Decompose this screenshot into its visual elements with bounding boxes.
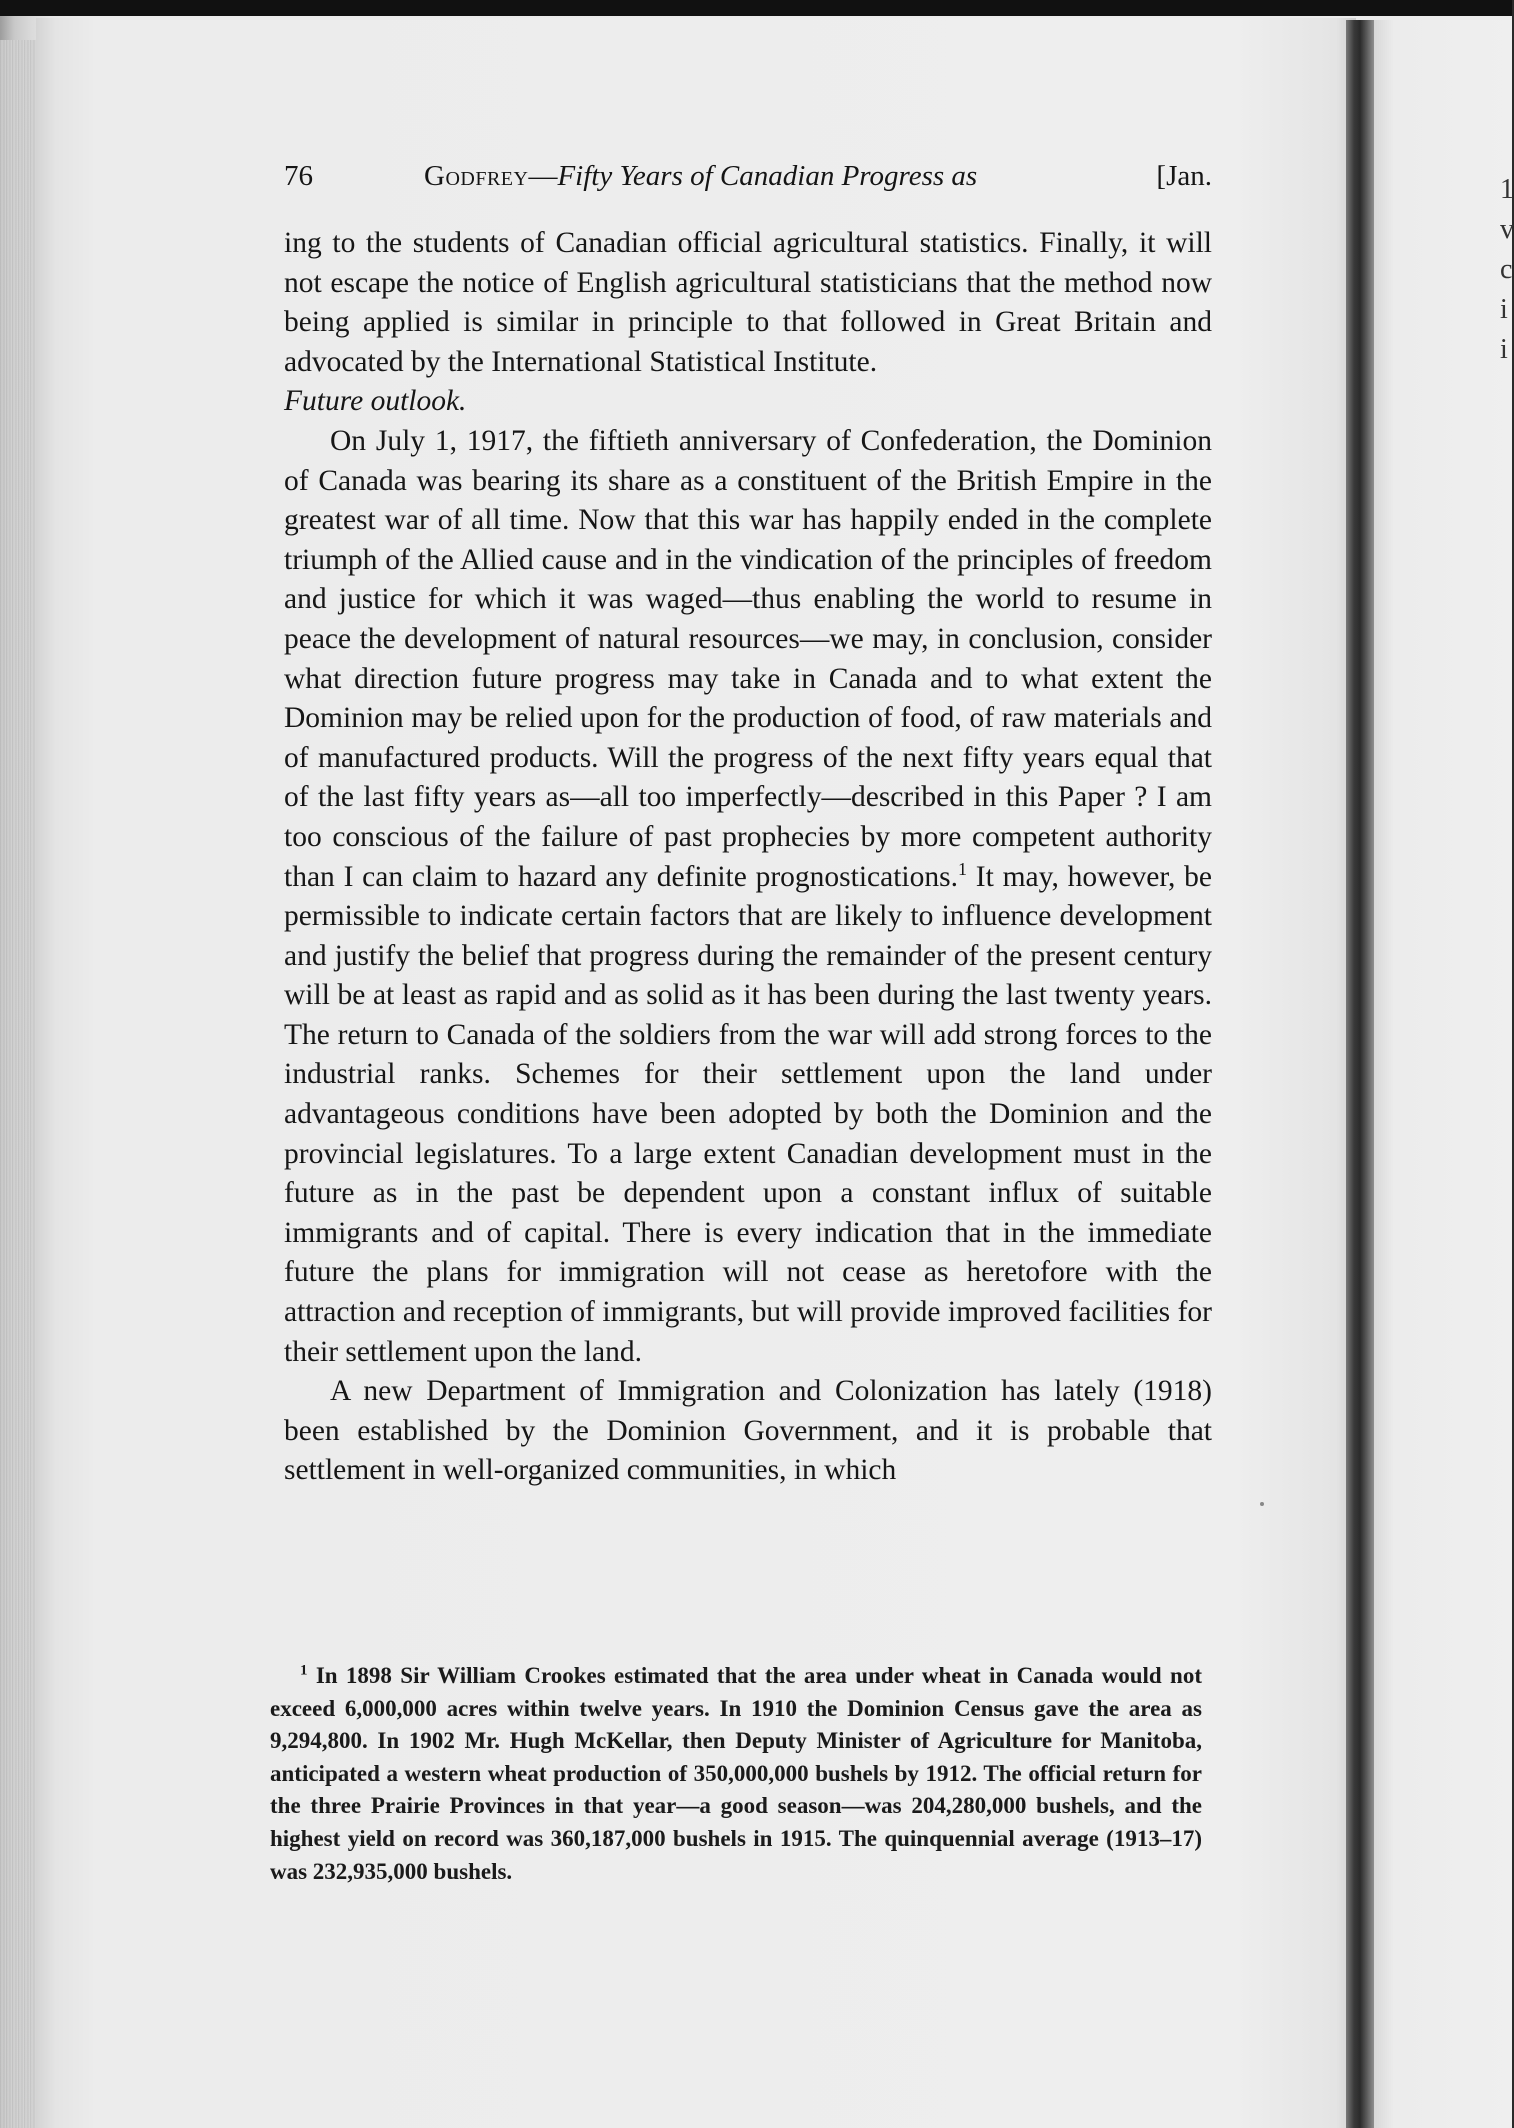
facing-fragment: v	[1500, 214, 1514, 245]
footnote	[270, 1660, 1202, 1888]
book-gutter	[1346, 20, 1374, 2128]
running-dash: —	[528, 160, 558, 192]
facing-fragment: i	[1500, 334, 1508, 365]
paragraph: A new Department of Immigration and Colonization has lately (1918) been established by the Dominion Government, and it is probable that settlement in well-organized communities, in which	[284, 1375, 1212, 1487]
footnote-paragraph	[270, 1660, 1202, 1888]
scan-speck	[1260, 1502, 1264, 1506]
footnote-marker: 1	[300, 1662, 308, 1679]
paragraph-text: It may, however, be permissible to indicate certain factors that are likely to influence development and justify the belief that progress during the remainder of the present century will be at least as rapid and as solid as it has been during the last twenty years. The return to Canada of the soldiers from the war will add strong forces to the industrial ranks. Schemes for their settlement upon the land under advantageous conditions have been adopted by both the Dominion and the provincial legislatures. To a large extent Canadian development must in the future as in the past be dependent upon a constant influx of suitable immigrants and of capital. There is every indication that in the immediate future the plans for immigration will not cease as heretofore with the attraction and reception of immigrants, but will provide improved facilities for their settlement upon the land.	[284, 860, 1212, 1368]
facing-page-text-fragments	[1500, 170, 1512, 470]
footnote-text: In 1898 Sir William Crookes estimated that the area under wheat in Canada would not exceed 6,000,000 acres within twelve years. In 1910 the Dominion Census gave the area as 9,294,800. In 1902 Mr. Hugh McKellar, then Deputy Minister of Agriculture for Manitoba, anticipated a western wheat production of 350,000,000 bushels by 1912. The official return for the three Prairie Provinces in that year—a good season—was 204,280,000 bushels, and the highest yield on record was 360,187,000 bushels in 1915. The quinquennial average (1913–17) was 232,935,000 bushels.	[270, 1663, 1202, 1884]
running-date: [Jan.	[1156, 160, 1212, 192]
footnote-reference: 1	[957, 858, 967, 879]
paragraph-text: On July 1, 1917, the fiftieth anniversary of Confederation, the Dominion of Canada was bearing its share as a constituent of the British Empire in the greatest war of all time. Now that this war has happily ended in the complete triumph of the Allied cause and in the vindication of the principles of freedom and justice for which it was waged—thus enabling the world to resume in peace the development of natural resources—we may, in conclusion, consider what direction future progress may take in Canada and to what extent the Dominion may be relied upon for the production of food, of raw materials and of manufactured products. Will the progress of the next fifty years equal that of the last fifty years as—all too imperfectly—described in this Paper ? I am too conscious of the failure of past prophecies by more competent authority than I can claim to hazard any definite prognostications.	[284, 424, 1212, 893]
running-title-text: Fifty Years of Canadian Progress as	[557, 160, 978, 192]
book-page-edges	[0, 40, 40, 2128]
running-header	[284, 160, 1212, 200]
facing-fragment: 1	[1500, 174, 1514, 205]
facing-fragment: c	[1500, 254, 1513, 285]
page-number: 76	[284, 160, 313, 192]
section-heading: Future outlook.	[284, 385, 467, 418]
facing-page	[1374, 20, 1512, 2128]
running-title	[424, 160, 977, 193]
running-author: Godfrey	[424, 160, 529, 192]
facing-fragment: i	[1500, 294, 1508, 325]
body-text	[284, 224, 1212, 1491]
paragraph: ing to the students of Canadian official agricultural statistics. Finally, it will not escape the notice of English agricultural statisticians that the method now being applied is similar in principle to that followed in Great Britain and advocated by the International Statistical Institute.	[284, 227, 1212, 378]
paragraph	[284, 422, 1212, 1372]
scan-top-border	[0, 0, 1512, 16]
